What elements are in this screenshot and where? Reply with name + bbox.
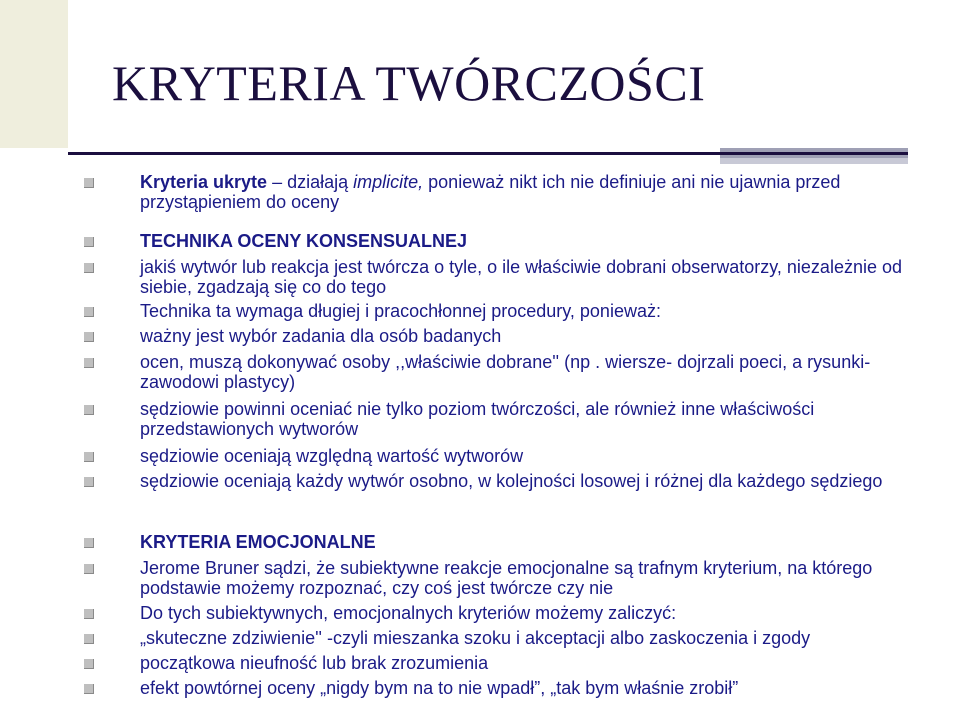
list-item: sędziowie oceniają każdy wytwór osobno, w kolejności losowej i różnej dla każdego sędziego xyxy=(140,471,883,491)
bullet-icon xyxy=(84,684,94,694)
list-item: jakiś wytwór lub reakcja jest twórcza o tyle, o ile właściwie dobrani obserwatorzy, niezależnie od siebie, zgadzają się co do tego xyxy=(140,257,902,297)
bullet-icon xyxy=(84,564,94,574)
bullet-icon xyxy=(84,538,94,548)
bullet-icon xyxy=(84,263,94,273)
list-item: efekt powtórnej oceny „nigdy bym na to nie wpadł”, „tak bym właśnie zrobił” xyxy=(140,678,739,698)
list-item: sędziowie powinni oceniać nie tylko poziom twórczości, ale również inne właściwości przedstawionych wytworów xyxy=(140,399,815,439)
list-item: „skuteczne zdziwienie'' -czyli mieszanka szoku i akceptacji albo zaskoczenia i zgody xyxy=(140,628,811,648)
list-item: sędziowie oceniają względną wartość wytworów xyxy=(140,446,524,466)
bullet-icon xyxy=(84,452,94,462)
bullet-icon xyxy=(84,659,94,669)
bullet-icon xyxy=(84,307,94,317)
section-heading: TECHNIKA OCENY KONSENSUALNEJ xyxy=(140,231,468,251)
list-item: ocen, muszą dokonywać osoby ,,właściwie dobrane'' (np . wiersze- dojrzali poeci, a rysunki- zawodowi plastycy) xyxy=(140,352,871,392)
list-item: Technika ta wymaga długiej i pracochłonnej procedury, ponieważ: xyxy=(140,301,661,321)
list-item: Kryteria ukryte – działają implicite, ponieważ nikt ich nie definiuje ani nie ujawnia przed przystąpieniem do oceny xyxy=(140,172,841,212)
bullet-icon xyxy=(84,332,94,342)
list-item: Jerome Bruner sądzi, że subiektywne reakcje emocjonalne są trafnym kryterium, na którego podstawie możemy rozpoznać, czy coś jest twórcze czy nie xyxy=(140,558,873,598)
bullet-icon xyxy=(84,178,94,188)
section-heading: KRYTERIA EMOCJONALNE xyxy=(140,532,376,552)
slide-title: KRYTERIA TWÓRCZOŚCI xyxy=(112,55,706,111)
title-rule xyxy=(68,152,908,155)
bullet-icon xyxy=(84,405,94,415)
list-item: początkowa nieufność lub brak zrozumienia xyxy=(140,653,489,673)
bullet-icon xyxy=(84,609,94,619)
bullet-icon xyxy=(84,634,94,644)
decorative-side-bar xyxy=(0,0,68,148)
bullet-icon xyxy=(84,358,94,368)
bullet-icon xyxy=(84,237,94,247)
bullet-icon xyxy=(84,477,94,487)
list-item: Do tych subiektywnych, emocjonalnych kryteriów możemy zaliczyć: xyxy=(140,603,677,623)
list-item: ważny jest wybór zadania dla osób badanych xyxy=(140,326,502,346)
title-rule-accent-light xyxy=(720,158,908,164)
